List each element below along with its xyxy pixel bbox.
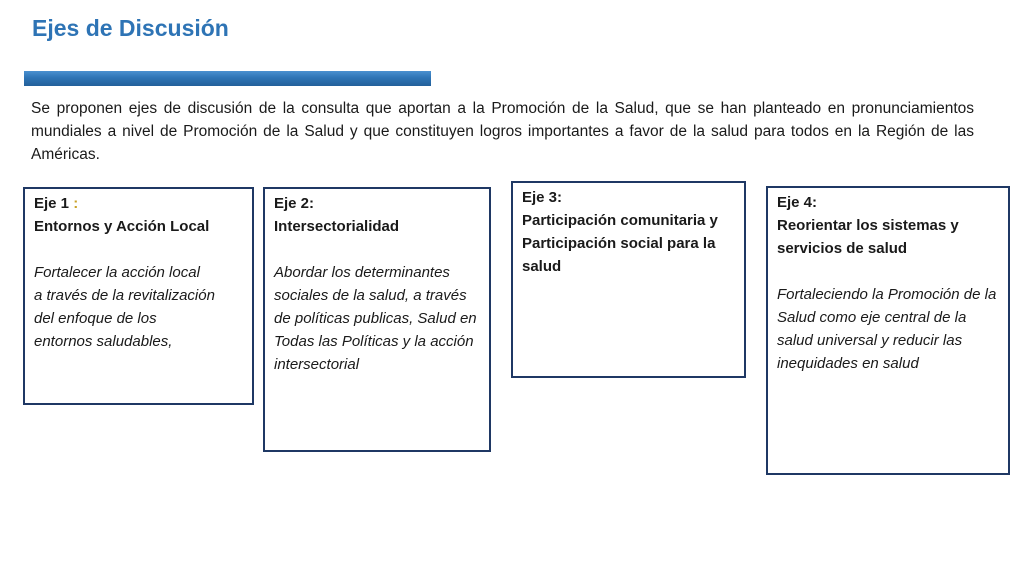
axis-1-label-text: Eje 1 <box>34 195 70 212</box>
axis-1-description-line: a través de la revitalización <box>34 287 215 304</box>
axis-box-1 <box>23 187 254 405</box>
axis-4-label: Eje 4: <box>777 194 818 211</box>
axis-box-2 <box>263 187 491 452</box>
axis-1-description-line: entornos saludables, <box>34 333 173 350</box>
axis-3-label: Eje 3: <box>522 189 563 206</box>
axis-2-description: Abordar los determinantes sociales de la salud, a través de políticas publicas, Salud en Todas las Políticas y la acción intersectorial <box>274 264 477 373</box>
axis-2-name: Intersectorialidad <box>274 218 400 235</box>
page-title: Ejes de Discusión <box>32 15 229 41</box>
axis-1-name: Entornos y Acción Local <box>34 218 210 235</box>
axis-4-name: Reorientar los sistemas y servicios de salud <box>777 217 959 257</box>
axis-4-description: Fortaleciendo la Promoción de la Salud como eje central de la salud universal y reducir las inequidades en salud <box>777 286 997 372</box>
axis-1-label <box>34 192 244 215</box>
axis-1-label-colon: : <box>73 195 79 212</box>
axis-1-description-line: del enfoque de los <box>34 310 157 327</box>
axis-2-label: Eje 2: <box>274 195 315 212</box>
axis-1-description-line: Fortalecer la acción local <box>34 264 200 281</box>
axis-box-3 <box>511 181 746 378</box>
axis-1-description <box>34 261 244 353</box>
title-underline-bar <box>24 71 431 86</box>
intro-paragraph: Se proponen ejes de discusión de la consulta que aportan a la Promoción de la Salud, que se han planteado en pronunciamientos mundiales a nivel de Promoción de la Salud y que constituyen logros importantes a favor de la salud para todos en la Región de las Américas. <box>31 100 974 163</box>
axis-3-name: Participación comunitaria y Participación social para la salud <box>522 212 718 275</box>
axis-box-4 <box>766 186 1010 475</box>
